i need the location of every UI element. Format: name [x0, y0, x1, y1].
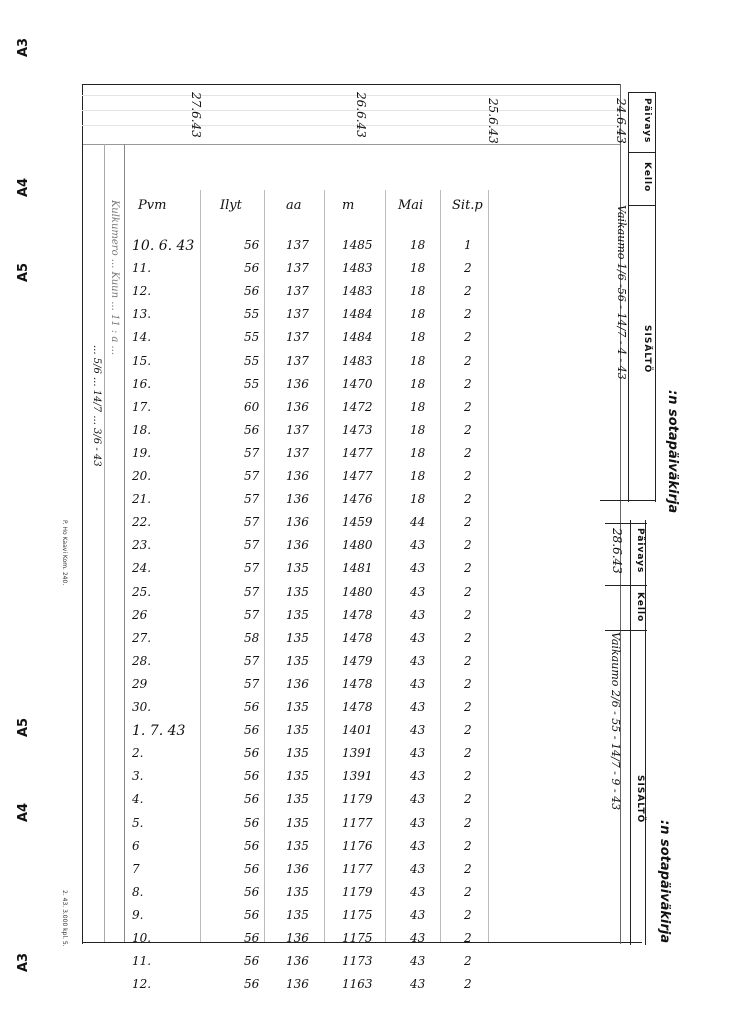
margin-mark-4: A5	[16, 717, 32, 738]
table-cell: 56	[244, 700, 260, 714]
table-row	[126, 792, 486, 815]
table-cell: 136	[286, 376, 309, 391]
table-cell: 135	[286, 792, 309, 807]
table-cell: 1479	[342, 653, 373, 668]
table-cell: 26	[132, 607, 148, 622]
table-cell: 56	[244, 792, 260, 807]
table-cell: 25.	[132, 584, 152, 599]
table-cell: 2	[464, 607, 472, 622]
table-row	[126, 631, 486, 654]
table-cell: 135	[286, 815, 309, 830]
table-cell: 136	[286, 977, 309, 992]
table-cell: 11.	[132, 954, 152, 969]
table-cell: 60	[244, 399, 260, 414]
table-cell: 2	[464, 353, 472, 368]
table-cell: 1179	[342, 884, 373, 899]
table-cell: 56	[244, 884, 260, 899]
table-row	[126, 977, 486, 1000]
table-cell: 14.	[132, 330, 152, 345]
table-cell: 43	[410, 977, 426, 992]
paivays-label-bottom: Päivays	[635, 528, 645, 574]
table-cell: 20.	[132, 469, 152, 483]
table-cell: 1480	[342, 584, 373, 599]
header-entry-bottom: Vaikaumo 2/6 - 55 - 14/7 - 9 - 43	[609, 632, 622, 811]
table-cell: 56	[244, 838, 260, 853]
table-row	[126, 492, 486, 515]
margin-mark-1: A3	[16, 37, 32, 58]
table-cell: 10.	[132, 931, 152, 945]
table-cell: 2	[464, 676, 472, 691]
table-cell: 18	[410, 492, 426, 507]
table-cell: 137	[286, 445, 309, 460]
table-cell: 56	[244, 977, 260, 992]
table-cell: 136	[286, 515, 309, 530]
table-cell: 2.	[132, 746, 144, 761]
kello-label-top: Kello	[642, 162, 652, 193]
table-cell: 57	[244, 584, 260, 599]
table-row	[126, 261, 486, 284]
table-row	[126, 885, 486, 908]
table-cell: 55	[244, 330, 260, 345]
table-cell: 1480	[342, 538, 373, 553]
table-cell: 1175	[342, 907, 373, 922]
table-cell: 1173	[342, 954, 373, 969]
table-cell: 11.	[132, 261, 152, 276]
table-cell: 1177	[342, 861, 373, 876]
table-cell: 2	[464, 931, 472, 945]
table-row	[126, 400, 486, 423]
table-cell: 57	[244, 469, 260, 483]
col-header-sitp: Sit.p	[452, 198, 483, 213]
table-row	[126, 561, 486, 584]
table-cell: 30.	[132, 700, 152, 714]
table-cell: 135	[286, 769, 309, 784]
table-cell: 135	[286, 584, 309, 599]
table-cell: 2	[464, 399, 472, 414]
table-cell: 2	[464, 584, 472, 599]
table-cell: 5.	[132, 815, 144, 830]
table-row	[126, 284, 486, 307]
table-cell: 2	[464, 653, 472, 668]
table-cell: 56	[244, 261, 260, 276]
table-cell: 17.	[132, 399, 152, 414]
table-cell: 43	[410, 584, 426, 599]
table-cell: 2	[464, 723, 472, 738]
table-row	[126, 954, 486, 977]
table-cell: 56	[244, 422, 260, 437]
col-header-mai: Mai	[398, 198, 424, 213]
table-cell: 56	[244, 931, 260, 945]
table-cell: 18.	[132, 422, 152, 437]
table-cell: 44	[410, 515, 426, 530]
table-cell: 1483	[342, 353, 373, 368]
table-cell: 18	[410, 307, 426, 322]
table-cell: 15.	[132, 353, 152, 368]
table-cell: 43	[410, 931, 426, 945]
table-cell: 136	[286, 931, 309, 945]
table-cell: 55	[244, 376, 260, 391]
table-cell: 135	[286, 653, 309, 668]
table-cell: 4.	[132, 792, 144, 807]
table-row	[126, 538, 486, 561]
table-cell: 57	[244, 515, 260, 530]
col-header-pvm: Pvm	[138, 198, 167, 213]
table-cell: 2	[464, 838, 472, 853]
table-row	[126, 469, 486, 492]
table-cell: 18	[410, 238, 426, 252]
table-cell: 43	[410, 538, 426, 553]
table-row	[126, 839, 486, 862]
table-cell: 57	[244, 653, 260, 668]
table-row	[126, 446, 486, 469]
header-date-bottom: 28.6.43	[610, 528, 624, 574]
table-cell: 43	[410, 815, 426, 830]
table-cell: 136	[286, 492, 309, 507]
table-cell: 12.	[132, 977, 152, 992]
table-cell: 1473	[342, 422, 373, 437]
table-cell: 43	[410, 884, 426, 899]
header-date-top: 24.6.43	[614, 98, 628, 144]
table-cell: 1	[464, 238, 472, 252]
table-cell: 2	[464, 700, 472, 714]
table-cell: 1. 7. 43	[132, 723, 186, 740]
table-cell: 1477	[342, 469, 373, 483]
table-row	[126, 330, 486, 353]
table-cell: 1476	[342, 492, 373, 507]
table-cell: 18	[410, 422, 426, 437]
table-cell: 2	[464, 515, 472, 530]
table-cell: 2	[464, 769, 472, 784]
table-cell: 2	[464, 261, 472, 276]
table-row	[126, 585, 486, 608]
table-cell: 56	[244, 769, 260, 784]
table-cell: 1483	[342, 261, 373, 276]
table-cell: 43	[410, 792, 426, 807]
table-cell: 135	[286, 700, 309, 714]
table-cell: 137	[286, 353, 309, 368]
left-note-1: Kulkumero ... Kuun ... 11 : a ...	[109, 200, 120, 356]
table-cell: 56	[244, 238, 260, 252]
table-cell: 2	[464, 792, 472, 807]
table-cell: 57	[244, 607, 260, 622]
table-cell: 43	[410, 838, 426, 853]
table-row	[126, 816, 486, 839]
table-cell: 55	[244, 307, 260, 322]
table-row	[126, 354, 486, 377]
table-cell: 1470	[342, 376, 373, 391]
table-cell: 137	[286, 307, 309, 322]
table-cell: 18	[410, 330, 426, 345]
table-cell: 1478	[342, 607, 373, 622]
table-cell: 55	[244, 353, 260, 368]
table-cell: 1484	[342, 307, 373, 322]
table-cell: 12.	[132, 284, 152, 299]
table-cell: 57	[244, 492, 260, 507]
table-cell: 56	[244, 723, 260, 738]
table-cell: 2	[464, 422, 472, 437]
table-cell: 135	[286, 746, 309, 761]
table-cell: 1175	[342, 931, 373, 945]
table-row	[126, 769, 486, 792]
table-cell: 137	[286, 330, 309, 345]
table-cell: 56	[244, 954, 260, 969]
table-cell: 1481	[342, 561, 373, 576]
table-cell: 24.	[132, 561, 152, 576]
table-cell: 1478	[342, 676, 373, 691]
col-header-m: m	[342, 198, 355, 213]
table-cell: 135	[286, 723, 309, 738]
table-cell: 135	[286, 838, 309, 853]
table-cell: 56	[244, 746, 260, 761]
table-row	[126, 677, 486, 700]
table-cell: 1459	[342, 515, 373, 530]
table-cell: 56	[244, 815, 260, 830]
table-cell: 1472	[342, 399, 373, 414]
table-cell: 18	[410, 469, 426, 483]
table-cell: 2	[464, 445, 472, 460]
table-cell: 1483	[342, 284, 373, 299]
table-cell: 2	[464, 977, 472, 992]
table-cell: 2	[464, 538, 472, 553]
table-cell: 1401	[342, 723, 373, 738]
table-cell: 43	[410, 907, 426, 922]
table-cell: 7	[132, 861, 140, 876]
table-cell: 2	[464, 954, 472, 969]
table-cell: 2	[464, 284, 472, 299]
table-row	[126, 608, 486, 631]
table-cell: 43	[410, 746, 426, 761]
margin-mark-5: A4	[16, 802, 32, 823]
table-cell: 18	[410, 445, 426, 460]
table-row	[126, 908, 486, 931]
table-cell: 2	[464, 492, 472, 507]
table-cell: 136	[286, 399, 309, 414]
sisalto-label-top: SISÄLTÖ	[642, 325, 652, 374]
table-cell: 1478	[342, 630, 373, 645]
table-cell: 19.	[132, 445, 152, 460]
table-cell: 2	[464, 469, 472, 483]
col-header-ilyt: Ilyt	[220, 198, 242, 213]
table-row	[126, 377, 486, 400]
table-cell: 136	[286, 861, 309, 876]
table-row	[126, 723, 486, 746]
table-cell: 58	[244, 630, 260, 645]
table-cell: 18	[410, 376, 426, 391]
table-cell: 9.	[132, 907, 144, 922]
table-cell: 1163	[342, 977, 373, 992]
title-top: :n sotapäiväkirja	[665, 390, 680, 514]
top-date-3: 25.6.43	[486, 98, 500, 144]
sisalto-label-bottom: SISÄLTÖ	[635, 775, 645, 824]
table-cell: 2	[464, 907, 472, 922]
stamp-note: 2. 43. 3.000 kpl. 5.	[61, 890, 68, 947]
table-cell: 43	[410, 561, 426, 576]
table-row	[126, 746, 486, 769]
table-cell: 2	[464, 884, 472, 899]
table-cell: 6	[132, 838, 140, 853]
table-row	[126, 515, 486, 538]
table-cell: 28.	[132, 653, 152, 668]
table-cell: 2	[464, 861, 472, 876]
table-cell: 43	[410, 676, 426, 691]
table-cell: 22.	[132, 515, 152, 530]
top-date-1: 27.6.43	[189, 92, 203, 138]
table-cell: 2	[464, 307, 472, 322]
table-cell: 43	[410, 653, 426, 668]
table-cell: 137	[286, 422, 309, 437]
table-cell: 1391	[342, 746, 373, 761]
table-cell: 2	[464, 561, 472, 576]
table-cell: 10. 6. 43	[132, 238, 195, 254]
col-header-aa: aa	[286, 198, 302, 213]
table-cell: 2	[464, 746, 472, 761]
table-cell: 57	[244, 538, 260, 553]
table-cell: 18	[410, 353, 426, 368]
table-cell: 13.	[132, 307, 152, 322]
table-cell: 1477	[342, 445, 373, 460]
header-entry-top: Vaikaumo 1/6 -56 - 14/7 - 4 - 43	[615, 205, 628, 380]
table-cell: 18	[410, 399, 426, 414]
table-cell: 136	[286, 954, 309, 969]
table-cell: 137	[286, 261, 309, 276]
table-cell: 8.	[132, 884, 144, 899]
table-cell: 29	[132, 676, 148, 691]
table-cell: 21.	[132, 492, 152, 507]
table-cell: 1177	[342, 815, 373, 830]
table-cell: 137	[286, 238, 309, 252]
printer-note: P. Ho Kaavi Kom. 240.	[61, 520, 68, 586]
table-cell: 43	[410, 723, 426, 738]
table-cell: 1179	[342, 792, 373, 807]
table-cell: 135	[286, 884, 309, 899]
title-bottom: :n sotapäiväkirja	[657, 820, 672, 944]
table-row	[126, 654, 486, 677]
table-cell: 136	[286, 676, 309, 691]
table-cell: 56	[244, 284, 260, 299]
table-cell: 135	[286, 907, 309, 922]
table-cell: 56	[244, 861, 260, 876]
table-cell: 43	[410, 630, 426, 645]
table-cell: 135	[286, 630, 309, 645]
margin-mark-3: A5	[16, 262, 32, 283]
table-cell: 16.	[132, 376, 152, 391]
left-note-2: ... 5/6 ... 14/7 ... 3/6 - 43	[91, 345, 102, 467]
table-cell: 136	[286, 469, 309, 483]
table-cell: 2	[464, 630, 472, 645]
table-cell: 43	[410, 700, 426, 714]
paivays-label-top: Päivays	[642, 98, 652, 144]
table-cell: 18	[410, 284, 426, 299]
table-cell: 2	[464, 815, 472, 830]
table-cell: 57	[244, 445, 260, 460]
margin-mark-6: A3	[16, 952, 32, 973]
table-row	[126, 423, 486, 446]
margin-mark-2: A4	[16, 177, 32, 198]
table-cell: 3.	[132, 769, 144, 784]
table-cell: 23.	[132, 538, 152, 553]
table-cell: 135	[286, 607, 309, 622]
table-cell: 18	[410, 261, 426, 276]
table-cell: 2	[464, 376, 472, 391]
table-cell: 43	[410, 861, 426, 876]
table-row	[126, 700, 486, 723]
table-cell: 1484	[342, 330, 373, 345]
table-cell: 1485	[342, 238, 373, 252]
table-cell: 137	[286, 284, 309, 299]
table-cell: 27.	[132, 630, 152, 645]
table-row	[126, 307, 486, 330]
table-cell: 43	[410, 607, 426, 622]
table-cell: 2	[464, 330, 472, 345]
table-cell: 1478	[342, 700, 373, 714]
table-cell: 136	[286, 538, 309, 553]
table-cell: 43	[410, 769, 426, 784]
kello-label-bottom: Kello	[635, 592, 645, 623]
top-date-2: 26.6.43	[354, 92, 368, 138]
table-cell: 1391	[342, 769, 373, 784]
table-cell: 57	[244, 561, 260, 576]
table-cell: 135	[286, 561, 309, 576]
table-row	[126, 931, 486, 954]
table-cell: 1176	[342, 838, 373, 853]
table-row	[126, 238, 486, 261]
table-row	[126, 862, 486, 885]
table-cell: 43	[410, 954, 426, 969]
table-cell: 56	[244, 907, 260, 922]
table-cell: 57	[244, 676, 260, 691]
